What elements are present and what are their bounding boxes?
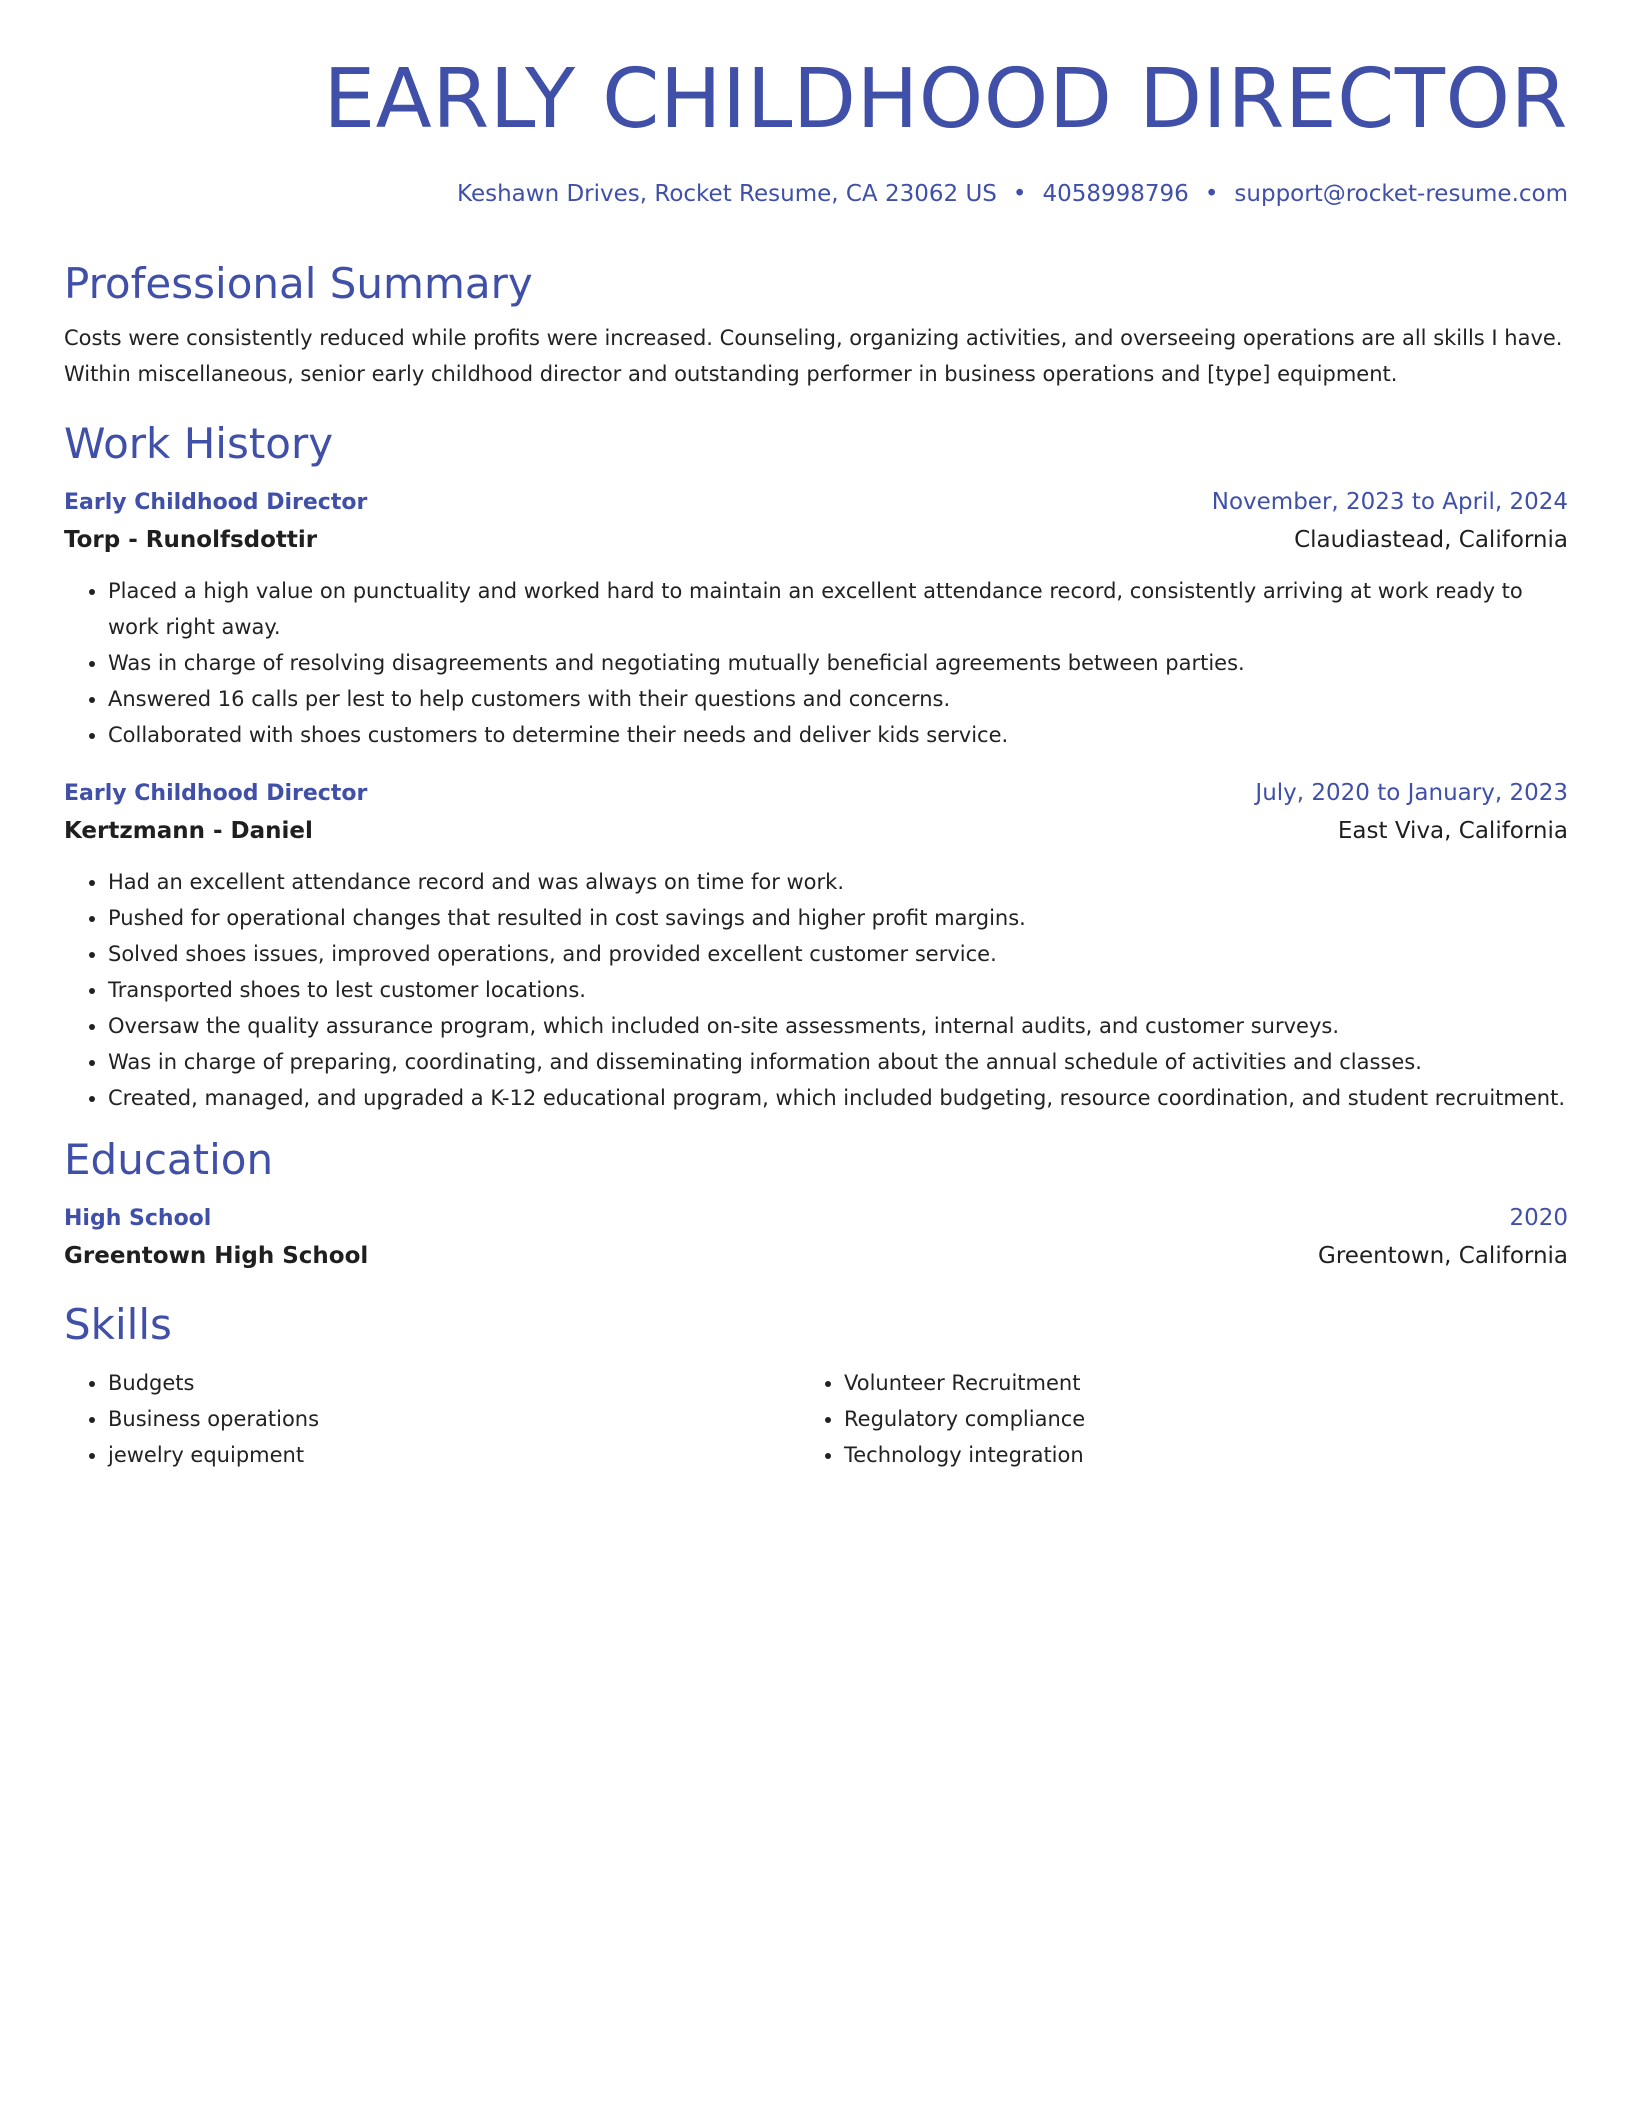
- job-location: East Viva, California: [1337, 818, 1568, 844]
- education-location: Greentown, California: [1318, 1243, 1568, 1269]
- skill-item: • Budgets: [108, 1365, 800, 1401]
- job-dates: November, 2023 to April, 2024: [1211, 489, 1568, 515]
- job-bullet: • Pushed for operational changes that resulted in cost savings and higher profit margins.: [108, 900, 1568, 936]
- summary-heading: Professional Summary: [64, 259, 533, 308]
- job-bullet: • Answered 16 calls per lest to help customers with their questions and concerns.: [108, 681, 1568, 717]
- education-entry: [64, 1200, 1568, 1275]
- contact-phone: 4058998796: [1042, 181, 1189, 207]
- education-school-row: [64, 1237, 1568, 1275]
- job-bullet: • Had an excellent attendance record and was always on time for work.: [108, 864, 1568, 900]
- job-entry: [64, 775, 1568, 1116]
- job-location: Claudiastead, California: [1294, 527, 1568, 553]
- contact-separator: •: [1012, 181, 1027, 207]
- job-bullets: [64, 573, 1568, 753]
- job-bullets: [64, 864, 1568, 1116]
- job-bullet: • Transported shoes to lest customer locations.: [108, 972, 1568, 1008]
- education-school: Greentown High School: [64, 1243, 369, 1269]
- resume-title: EARLY CHILDHOOD DIRECTOR: [323, 52, 1568, 147]
- job-bullet: • Placed a high value on punctuality and worked hard to maintain an excellent attendance record, consistently arriving at work ready to work right away.: [108, 573, 1568, 645]
- skills-list: [64, 1365, 1568, 1473]
- job-bullet: • Created, managed, and upgraded a K-12 educational program, which included budgeting, resource coordination, and student recruitment.: [108, 1080, 1568, 1116]
- job-bullet: • Collaborated with shoes customers to determine their needs and deliver kids service.: [108, 717, 1568, 753]
- skills-column-right: [800, 1365, 1536, 1473]
- education-header-row: [64, 1200, 1568, 1237]
- job-bullet: • Was in charge of preparing, coordinating, and disseminating information about the annual schedule of activities and classes.: [108, 1044, 1568, 1080]
- skill-item: • jewelry equipment: [108, 1437, 800, 1473]
- skill-item: • Volunteer Recruitment: [844, 1365, 1536, 1401]
- skills-column-left: [64, 1365, 800, 1473]
- job-role: Early Childhood Director: [64, 781, 368, 806]
- skill-item: • Technology integration: [844, 1437, 1536, 1473]
- job-dates: July, 2020 to January, 2023: [1255, 780, 1568, 806]
- education-year: 2020: [1509, 1205, 1568, 1231]
- summary-text: Costs were consistently reduced while profits were increased. Counseling, organizing activities, and overseeing operations are all skills I have. Within miscellaneous, senior early childhood director and outstanding performer in business operations and [type] equipment.: [64, 326, 1563, 386]
- job-header-row: [64, 775, 1568, 812]
- resume-header: [64, 52, 1568, 210]
- job-bullet: • Solved shoes issues, improved operations, and provided excellent customer service.: [108, 936, 1568, 972]
- contact-separator: •: [1204, 181, 1219, 207]
- job-bullet: • Was in charge of resolving disagreements and negotiating mutually beneficial agreements between parties.: [108, 645, 1568, 681]
- education-heading: Education: [64, 1135, 274, 1184]
- job-company-row: [64, 521, 1568, 559]
- skill-item: • Regulatory compliance: [844, 1401, 1536, 1437]
- skill-item: • Business operations: [108, 1401, 800, 1437]
- job-role: Early Childhood Director: [64, 490, 368, 515]
- job-entry: [64, 484, 1568, 753]
- job-company: Kertzmann - Daniel: [64, 818, 313, 844]
- contact-email: support@rocket-resume.com: [1234, 181, 1568, 207]
- job-bullet: • Oversaw the quality assurance program, which included on-site assessments, internal audits, and customer surveys.: [108, 1008, 1568, 1044]
- work-history-heading: Work History: [64, 419, 334, 468]
- job-header-row: [64, 484, 1568, 521]
- contact-address: Keshawn Drives, Rocket Resume, CA 23062 US: [457, 181, 997, 207]
- job-company: Torp - Runolfsdottir: [64, 527, 318, 553]
- contact-line: [64, 178, 1568, 210]
- job-company-row: [64, 812, 1568, 850]
- skills-heading: Skills: [64, 1300, 172, 1349]
- education-degree: High School: [64, 1206, 212, 1231]
